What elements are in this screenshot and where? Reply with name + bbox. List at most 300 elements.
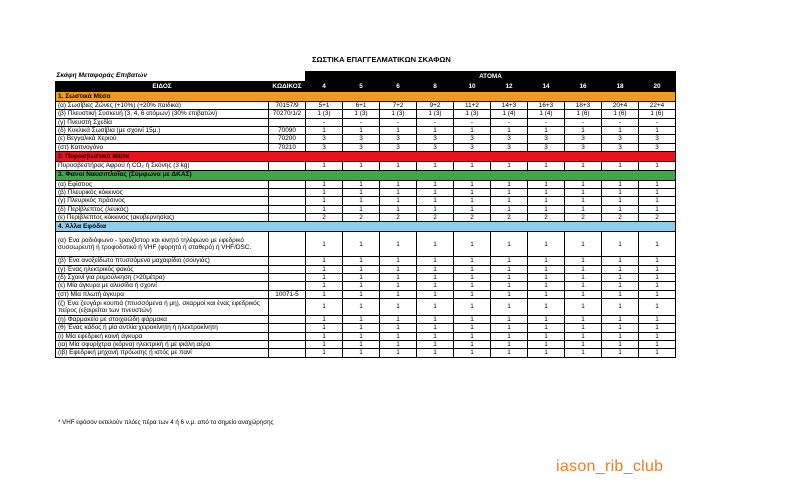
- quantity-cell: 1: [528, 332, 565, 340]
- item-code: 70157/9: [269, 102, 306, 110]
- header-blank: [269, 72, 306, 82]
- quantity-cell: 1: [491, 340, 528, 348]
- quantity-cell: 1: [417, 265, 454, 273]
- quantity-cell: 9+2: [417, 102, 454, 110]
- quantity-cell: 1: [602, 274, 639, 282]
- quantity-cell: 1: [306, 162, 343, 170]
- quantity-cell: 1: [565, 180, 602, 188]
- item-label: (η) Φαρμακείο με στοιχειώδη φάρμακα: [56, 315, 269, 323]
- quantity-cell: 1: [639, 257, 676, 265]
- quantity-cell: 1: [454, 274, 491, 282]
- quantity-cell: 3: [306, 135, 343, 143]
- item-label: (στ) Καπνογόνο: [56, 143, 269, 151]
- quantity-cell: 1: [528, 197, 565, 205]
- quantity-cell: 1: [380, 282, 417, 290]
- table-row: [56, 340, 676, 348]
- quantity-cell: 1: [528, 274, 565, 282]
- quantity-cell: 1: [380, 257, 417, 265]
- quantity-cell: 1: [491, 162, 528, 170]
- item-label: (στ) Μία πλωτή άγκυρα: [56, 290, 269, 298]
- quantity-cell: 1: [417, 162, 454, 170]
- quantity-cell: 1: [639, 188, 676, 196]
- quantity-cell: 14+3: [491, 102, 528, 110]
- table-row: [56, 205, 676, 213]
- persons-column-header: 16: [565, 82, 602, 92]
- quantity-cell: 1: [380, 197, 417, 205]
- quantity-cell: 3: [343, 143, 380, 151]
- quantity-cell: 1: [454, 332, 491, 340]
- quantity-cell: 3: [528, 135, 565, 143]
- quantity-cell: 1: [491, 180, 528, 188]
- section-header-row: [56, 92, 676, 102]
- quantity-cell: -: [454, 118, 491, 126]
- quantity-cell: 1: [343, 180, 380, 188]
- quantity-cell: 1: [417, 290, 454, 298]
- quantity-cell: 1: [343, 265, 380, 273]
- table-row: [56, 118, 676, 126]
- quantity-cell: 2: [491, 213, 528, 221]
- quantity-cell: 2: [343, 213, 380, 221]
- table-row: [56, 188, 676, 196]
- quantity-cell: 1: [639, 265, 676, 273]
- quantity-cell: 3: [491, 135, 528, 143]
- quantity-cell: 1: [565, 127, 602, 135]
- table-row: [56, 332, 676, 340]
- quantity-cell: 1: [306, 324, 343, 332]
- quantity-cell: 1 (4): [491, 110, 528, 118]
- item-code: 70090: [269, 127, 306, 135]
- quantity-cell: 1: [602, 180, 639, 188]
- quantity-cell: 1: [380, 324, 417, 332]
- item-code: [269, 180, 306, 188]
- quantity-cell: 5+1: [306, 102, 343, 110]
- quantity-cell: 1: [380, 162, 417, 170]
- quantity-cell: 1: [343, 188, 380, 196]
- table-row: [56, 213, 676, 221]
- quantity-cell: 2: [565, 213, 602, 221]
- table-row: [56, 265, 676, 273]
- quantity-cell: 3: [343, 135, 380, 143]
- quantity-cell: 1: [306, 265, 343, 273]
- quantity-cell: 1: [602, 340, 639, 348]
- quantity-cell: 1 (4): [528, 110, 565, 118]
- quantity-cell: 1: [565, 232, 602, 257]
- quantity-cell: 1: [343, 299, 380, 316]
- table-row: [56, 290, 676, 298]
- quantity-cell: 1: [343, 232, 380, 257]
- item-code: [269, 118, 306, 126]
- quantity-cell: 1: [528, 282, 565, 290]
- item-label: (ε) Μία άγκυρα με αλυσίδα ή σχοινί: [56, 282, 269, 290]
- quantity-cell: 1: [528, 127, 565, 135]
- quantity-cell: 3: [639, 135, 676, 143]
- quantity-cell: 1: [528, 180, 565, 188]
- quantity-cell: 1: [343, 162, 380, 170]
- quantity-cell: 1: [602, 127, 639, 135]
- table-row: [56, 274, 676, 282]
- quantity-cell: 1: [454, 162, 491, 170]
- quantity-cell: 1: [491, 257, 528, 265]
- quantity-cell: 1: [417, 274, 454, 282]
- quantity-cell: 2: [417, 213, 454, 221]
- quantity-cell: 1: [454, 180, 491, 188]
- quantity-cell: 2: [454, 213, 491, 221]
- quantity-cell: 1: [454, 324, 491, 332]
- quantity-cell: 1: [343, 274, 380, 282]
- item-label: (θ) Ένας κάδος ή μία αντλία χειροκίνητη ή ηλεκτροκίνητη: [56, 324, 269, 332]
- table-row: [56, 324, 676, 332]
- persons-column-header: 4: [306, 82, 343, 92]
- quantity-cell: 1: [602, 332, 639, 340]
- quantity-cell: 1: [565, 257, 602, 265]
- quantity-cell: 1: [602, 188, 639, 196]
- quantity-cell: 1: [565, 290, 602, 298]
- quantity-cell: 1: [528, 188, 565, 196]
- quantity-cell: 3: [565, 143, 602, 151]
- quantity-cell: 1: [380, 274, 417, 282]
- quantity-cell: 1: [602, 257, 639, 265]
- item-label: (ζ) Ένα ζευγάρι κουπιά (πτυσσόμενα ή μη), σκαρμοί και ένας εφεδρικός πείρος (εξαιρείται των πνευστών): [56, 299, 269, 316]
- quantity-cell: 1: [306, 332, 343, 340]
- quantity-cell: 1: [306, 340, 343, 348]
- quantity-cell: 1: [380, 290, 417, 298]
- header-row-top: [56, 72, 676, 82]
- table-row: [56, 135, 676, 143]
- quantity-cell: 1: [417, 332, 454, 340]
- quantity-cell: 1: [639, 290, 676, 298]
- quantity-cell: 1: [602, 290, 639, 298]
- quantity-cell: 1: [565, 349, 602, 357]
- quantity-cell: 1: [639, 232, 676, 257]
- item-label: (δ) Περίβλεπτος (λευκός): [56, 205, 269, 213]
- quantity-cell: 16+3: [528, 102, 565, 110]
- table-row: [56, 349, 676, 357]
- quantity-cell: 11+2: [454, 102, 491, 110]
- table-row: [56, 315, 676, 323]
- item-label: (γ) Πλευρικός πράσινος: [56, 197, 269, 205]
- code-column-header: ΚΩΔΙΚΟΣ: [269, 82, 306, 92]
- item-code: 70200: [269, 135, 306, 143]
- item-code: [269, 213, 306, 221]
- quantity-cell: 1: [565, 324, 602, 332]
- quantity-cell: 1 (3): [343, 110, 380, 118]
- persons-column-header: 18: [602, 82, 639, 92]
- item-label: (δ) Κυκλικά Σωσίβια (με σχοινί 15μ.): [56, 127, 269, 135]
- quantity-cell: 3: [602, 135, 639, 143]
- quantity-cell: 1: [343, 197, 380, 205]
- persons-header: ΑΤΟΜΑ: [306, 72, 676, 82]
- quantity-cell: 7+2: [380, 102, 417, 110]
- item-label: (ε) Βεγγαλικά Χεριού: [56, 135, 269, 143]
- quantity-cell: 1: [491, 232, 528, 257]
- item-label: (ιβ) Εφεδρική μηχανή πρόωσης ή ιστός με πανί: [56, 349, 269, 357]
- quantity-cell: 1: [306, 349, 343, 357]
- quantity-cell: 1: [491, 332, 528, 340]
- quantity-cell: 1: [528, 205, 565, 213]
- item-label: (ια) Μία σφυρίχτρα (κόρνα) ηλεκτρική ή με φιάλη αέρα: [56, 340, 269, 348]
- quantity-cell: 1: [454, 205, 491, 213]
- quantity-cell: -: [343, 118, 380, 126]
- quantity-cell: 2: [528, 213, 565, 221]
- item-code: [269, 340, 306, 348]
- quantity-cell: 1: [306, 197, 343, 205]
- quantity-cell: 1: [417, 340, 454, 348]
- quantity-cell: 1: [528, 299, 565, 316]
- persons-column-header: 14: [528, 82, 565, 92]
- quantity-cell: 1: [602, 282, 639, 290]
- quantity-cell: 1: [454, 188, 491, 196]
- quantity-cell: 6+1: [343, 102, 380, 110]
- quantity-cell: -: [491, 118, 528, 126]
- quantity-cell: 3: [639, 143, 676, 151]
- quantity-cell: 1: [639, 205, 676, 213]
- quantity-cell: 1: [454, 232, 491, 257]
- item-label: (α) Σωσίβιες Ζώνες (+10%) (+20% παιδικά): [56, 102, 269, 110]
- quantity-cell: 1: [565, 162, 602, 170]
- item-label: (ε) Περίβλεπτος κόκκινος (ακυβερνησίας): [56, 213, 269, 221]
- persons-column-header: 20: [639, 82, 676, 92]
- quantity-cell: 1: [417, 205, 454, 213]
- quantity-cell: 3: [454, 135, 491, 143]
- item-code: [269, 274, 306, 282]
- item-label: (ι) Μία εφεδρική κοινή άγκυρα: [56, 332, 269, 340]
- quantity-cell: 3: [565, 135, 602, 143]
- item-column-header: ΕΙΔΟΣ: [56, 82, 269, 92]
- quantity-cell: -: [417, 118, 454, 126]
- quantity-cell: 1: [528, 257, 565, 265]
- item-code: 10071-5: [269, 290, 306, 298]
- quantity-cell: 1: [528, 162, 565, 170]
- item-code: [269, 232, 306, 257]
- quantity-cell: 1: [491, 188, 528, 196]
- quantity-cell: 1: [380, 265, 417, 273]
- persons-column-header: 10: [454, 82, 491, 92]
- quantity-cell: 1: [491, 197, 528, 205]
- quantity-cell: 1: [602, 299, 639, 316]
- quantity-cell: 1: [528, 265, 565, 273]
- quantity-cell: 1: [343, 315, 380, 323]
- persons-column-header: 8: [417, 82, 454, 92]
- quantity-cell: 1: [491, 324, 528, 332]
- quantity-cell: 1: [454, 197, 491, 205]
- quantity-cell: 1: [639, 315, 676, 323]
- quantity-cell: 1 (3): [417, 110, 454, 118]
- item-label: (α) Εφίστιος: [56, 180, 269, 188]
- quantity-cell: 1: [528, 232, 565, 257]
- quantity-cell: -: [306, 118, 343, 126]
- table-row: [56, 299, 676, 316]
- table-row: [56, 197, 676, 205]
- quantity-cell: 1: [343, 324, 380, 332]
- quantity-cell: 1: [417, 232, 454, 257]
- quantity-cell: 1: [380, 332, 417, 340]
- quantity-cell: 1: [306, 315, 343, 323]
- quantity-cell: 1: [528, 315, 565, 323]
- quantity-cell: 1: [602, 349, 639, 357]
- quantity-cell: 1 (3): [454, 110, 491, 118]
- quantity-cell: 1: [602, 315, 639, 323]
- quantity-cell: 1: [639, 180, 676, 188]
- quantity-cell: 1: [491, 349, 528, 357]
- quantity-cell: 1: [454, 290, 491, 298]
- table-row: [56, 180, 676, 188]
- item-code: 70210: [269, 143, 306, 151]
- quantity-cell: 1: [343, 349, 380, 357]
- quantity-cell: 1: [454, 282, 491, 290]
- quantity-cell: 1: [306, 290, 343, 298]
- quantity-cell: 1: [454, 349, 491, 357]
- quantity-cell: -: [639, 118, 676, 126]
- section-title: 1. Σωστικά Μέσα: [56, 92, 676, 102]
- quantity-cell: 1: [639, 349, 676, 357]
- item-code: [269, 265, 306, 273]
- quantity-cell: 1: [565, 282, 602, 290]
- quantity-cell: 1: [491, 265, 528, 273]
- quantity-cell: 3: [380, 143, 417, 151]
- quantity-cell: 2: [639, 213, 676, 221]
- document-title: ΣΩΣΤΙΚΑ ΕΠΑΓΓΕΛΜΑΤΙΚΩΝ ΣΚΑΦΩΝ: [312, 55, 451, 64]
- quantity-cell: 20+4: [602, 102, 639, 110]
- quantity-cell: 1: [565, 332, 602, 340]
- quantity-cell: 1: [454, 257, 491, 265]
- quantity-cell: 1: [343, 282, 380, 290]
- quantity-cell: 1: [639, 324, 676, 332]
- quantity-cell: 1: [602, 162, 639, 170]
- quantity-cell: 1: [565, 299, 602, 316]
- quantity-cell: 1: [417, 349, 454, 357]
- quantity-cell: 1: [565, 274, 602, 282]
- quantity-cell: 1: [454, 315, 491, 323]
- item-code: [269, 315, 306, 323]
- section-title: 4. Άλλα Εφόδια: [56, 222, 676, 232]
- quantity-cell: -: [565, 118, 602, 126]
- item-code: [269, 299, 306, 316]
- quantity-cell: 1: [306, 282, 343, 290]
- quantity-cell: 1: [417, 324, 454, 332]
- quantity-cell: 1: [380, 340, 417, 348]
- quantity-cell: 1: [417, 197, 454, 205]
- quantity-cell: -: [380, 118, 417, 126]
- quantity-cell: 1: [528, 324, 565, 332]
- item-label: (β) Ένα ανοξείδωτο πτυσσόμενο μαχαιρίδιο (σουγιάς): [56, 257, 269, 265]
- item-label: (δ) Σχοινί για ρυμούλκηση (>20μέτρα): [56, 274, 269, 282]
- quantity-cell: 2: [380, 213, 417, 221]
- quantity-cell: 3: [528, 143, 565, 151]
- equipment-table: [55, 71, 676, 358]
- quantity-cell: 1: [528, 290, 565, 298]
- table-row: [56, 102, 676, 110]
- quantity-cell: 3: [306, 143, 343, 151]
- section-header-row: [56, 170, 676, 180]
- vessel-type-label: Σκάφη Μεταφοράς Επιβατών: [56, 72, 148, 80]
- quantity-cell: 1: [491, 205, 528, 213]
- footnote: * VHF εφόσον εκτελούν πλόες πέρα των 4 ή 6 ν.μ. από το σημείο αναχώρησης: [58, 419, 274, 426]
- watermark: iason_rib_club: [556, 458, 664, 475]
- item-code: [269, 324, 306, 332]
- item-code: [269, 332, 306, 340]
- quantity-cell: 1: [602, 205, 639, 213]
- quantity-cell: 1: [565, 265, 602, 273]
- quantity-cell: 1: [306, 257, 343, 265]
- quantity-cell: 1: [380, 127, 417, 135]
- quantity-cell: 1: [417, 257, 454, 265]
- quantity-cell: 1: [380, 188, 417, 196]
- item-code: [269, 205, 306, 213]
- quantity-cell: 1: [639, 282, 676, 290]
- quantity-cell: 1: [491, 299, 528, 316]
- item-code: [269, 282, 306, 290]
- quantity-cell: 1: [343, 332, 380, 340]
- quantity-cell: 1: [343, 205, 380, 213]
- item-code: [269, 188, 306, 196]
- quantity-cell: 1: [565, 205, 602, 213]
- quantity-cell: 1: [454, 265, 491, 273]
- item-label: (β) Πλευστική Συσκευή (3, 4, 6 ατόμων) (30% επιβατών): [56, 110, 269, 118]
- quantity-cell: 3: [491, 143, 528, 151]
- item-label: (γ) Πνευστή Σχεδία: [56, 118, 269, 126]
- item-code: [269, 349, 306, 357]
- quantity-cell: 3: [454, 143, 491, 151]
- item-label: (β) Πλευρικός κόκκινος: [56, 188, 269, 196]
- quantity-cell: 1 (6): [565, 110, 602, 118]
- item-code: [269, 257, 306, 265]
- quantity-cell: 1: [306, 180, 343, 188]
- quantity-cell: 2: [602, 213, 639, 221]
- table-row: [56, 143, 676, 151]
- quantity-cell: 3: [417, 143, 454, 151]
- item-label: (α) Ένα ραδιόφωνο - τρανζίστορ και κινητό τηλέφωνο με εφεδρικό συσσωρευτή ή τροφοδοτικό ή VHF (φορητό ή σταθερό) ή VHF/DSC.: [56, 232, 269, 257]
- quantity-cell: 1: [343, 127, 380, 135]
- quantity-cell: 1: [491, 290, 528, 298]
- quantity-cell: 1: [417, 127, 454, 135]
- quantity-cell: 1: [528, 340, 565, 348]
- quantity-cell: 1: [602, 265, 639, 273]
- quantity-cell: 1: [417, 180, 454, 188]
- quantity-cell: 1: [602, 232, 639, 257]
- item-code: [269, 162, 306, 170]
- quantity-cell: 1 (3): [306, 110, 343, 118]
- quantity-cell: 1 (6): [602, 110, 639, 118]
- table-row: [56, 282, 676, 290]
- quantity-cell: 1: [380, 232, 417, 257]
- quantity-cell: 1: [491, 127, 528, 135]
- quantity-cell: 1: [602, 324, 639, 332]
- persons-column-header: 6: [380, 82, 417, 92]
- quantity-cell: 2: [306, 213, 343, 221]
- quantity-cell: 1: [380, 205, 417, 213]
- quantity-cell: 1: [343, 340, 380, 348]
- table-row: [56, 127, 676, 135]
- quantity-cell: 1: [454, 299, 491, 316]
- section-title: 3. Φανοί Ναυσιπλοΐας (Σύμφωνα με ΔΚΑΣ): [56, 170, 676, 180]
- section-title: 2. Πυροσβεστικά Μέσα: [56, 152, 676, 162]
- quantity-cell: 1: [565, 188, 602, 196]
- quantity-cell: 3: [380, 135, 417, 143]
- quantity-cell: 1: [491, 315, 528, 323]
- table-row: [56, 162, 676, 170]
- section-header-row: [56, 152, 676, 162]
- item-label: Πυροσβεστήρας Αφρού ή CO₂ ή Σκόνης (3 kg): [56, 162, 269, 170]
- quantity-cell: 1: [454, 340, 491, 348]
- quantity-cell: 1: [454, 127, 491, 135]
- quantity-cell: 1: [565, 197, 602, 205]
- quantity-cell: 1: [306, 127, 343, 135]
- quantity-cell: -: [528, 118, 565, 126]
- quantity-cell: 1: [491, 274, 528, 282]
- quantity-cell: 1: [306, 188, 343, 196]
- quantity-cell: 18+3: [565, 102, 602, 110]
- quantity-cell: 1: [491, 282, 528, 290]
